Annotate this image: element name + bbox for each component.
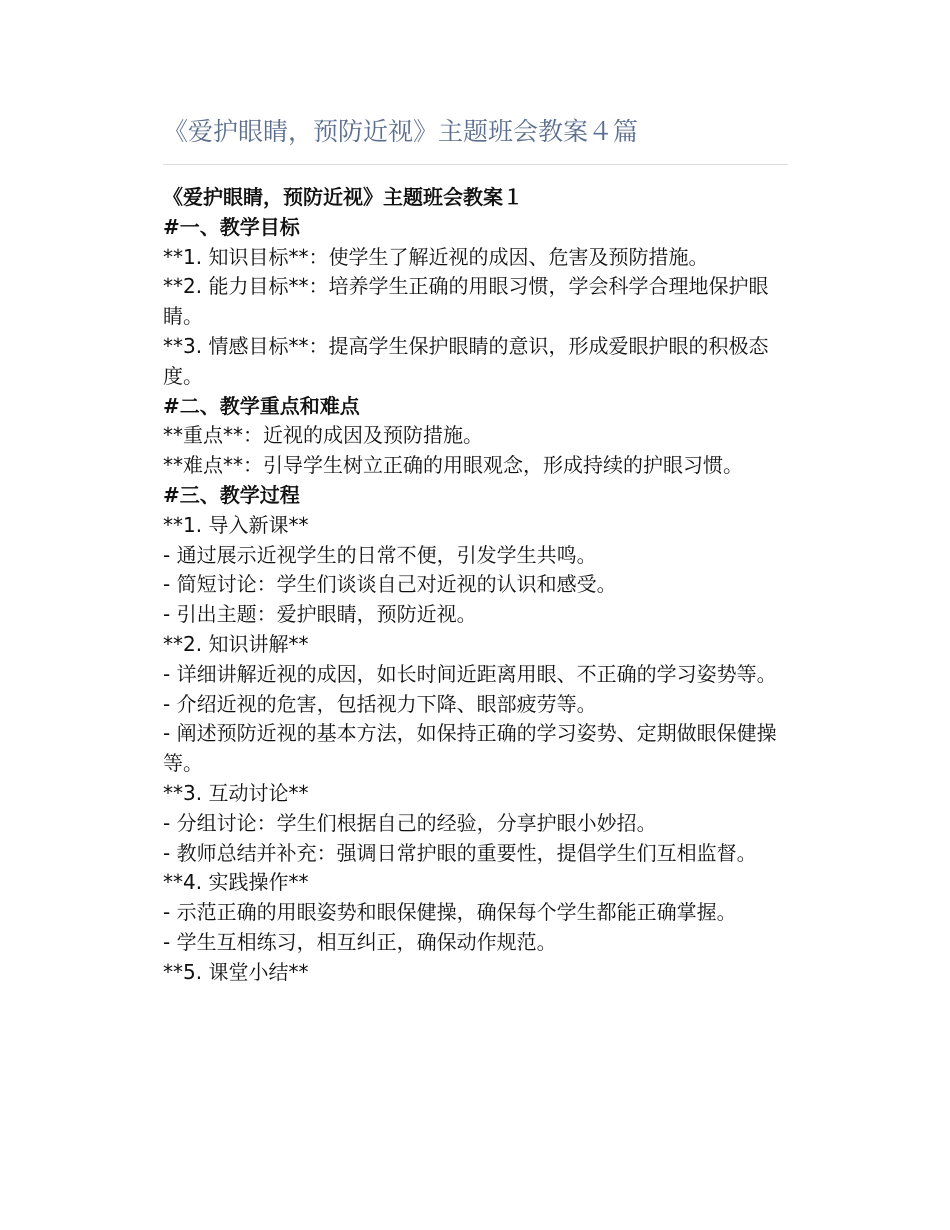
body-paragraph: - 详细讲解近视的成因，如长时间近距离用眼、不正确的学习姿势等。 xyxy=(163,661,777,686)
body-paragraph: **3. 互动讨论** xyxy=(163,780,309,805)
document-title: 《爱护眼睛，预防近视》主题班会教案４篇 xyxy=(163,117,639,146)
document-page xyxy=(163,112,788,988)
body-paragraph: **重点**：近视的成因及预防措施。 xyxy=(163,423,483,448)
section-heading: #二、教学重点和难点 xyxy=(163,393,360,418)
section-heading: #三、教学过程 xyxy=(163,482,300,507)
section-heading: #一、教学目标 xyxy=(163,214,300,239)
body-paragraph: - 学生互相练习，相互纠正，确保动作规范。 xyxy=(163,929,557,954)
title-divider xyxy=(163,164,788,165)
body-paragraph: **5. 课堂小结** xyxy=(163,959,309,984)
document-body xyxy=(163,183,788,988)
body-paragraph: - 阐述预防近视的基本方法，如保持正确的学习姿势、定期做眼保健操等。 xyxy=(163,721,777,776)
body-paragraph: - 分组讨论：学生们根据自己的经验，分享护眼小妙招。 xyxy=(163,810,657,835)
body-paragraph: **1. 导入新课** xyxy=(163,512,309,537)
body-paragraph: - 教师总结并补充：强调日常护眼的重要性，提倡学生们互相监督。 xyxy=(163,840,757,865)
body-paragraph: - 简短讨论：学生们谈谈自己对近视的认识和感受。 xyxy=(163,572,617,597)
body-paragraph: **4. 实践操作** xyxy=(163,870,309,895)
body-paragraph: - 引出主题：爱护眼睛，预防近视。 xyxy=(163,602,477,627)
body-paragraph: **1. 知识目标**：使学生了解近视的成因、危害及预防措施。 xyxy=(163,244,709,269)
body-paragraph: **2. 知识讲解** xyxy=(163,631,309,656)
body-paragraph: **难点**：引导学生树立正确的用眼观念，形成持续的护眼习惯。 xyxy=(163,453,743,478)
body-paragraph: - 示范正确的用眼姿势和眼保健操，确保每个学生都能正确掌握。 xyxy=(163,900,737,925)
body-paragraph: **2. 能力目标**：培养学生正确的用眼习惯，学会科学合理地保护眼睛。 xyxy=(163,274,769,329)
body-paragraph: - 介绍近视的危害，包括视力下降、眼部疲劳等。 xyxy=(163,691,597,716)
body-paragraph: **3. 情感目标**：提高学生保护眼睛的意识，形成爱眼护眼的积极态度。 xyxy=(163,333,769,388)
section-heading-lesson: 《爱护眼睛，预防近视》主题班会教案１ xyxy=(163,185,523,209)
body-paragraph: - 通过展示近视学生的日常不便，引发学生共鸣。 xyxy=(163,542,597,567)
